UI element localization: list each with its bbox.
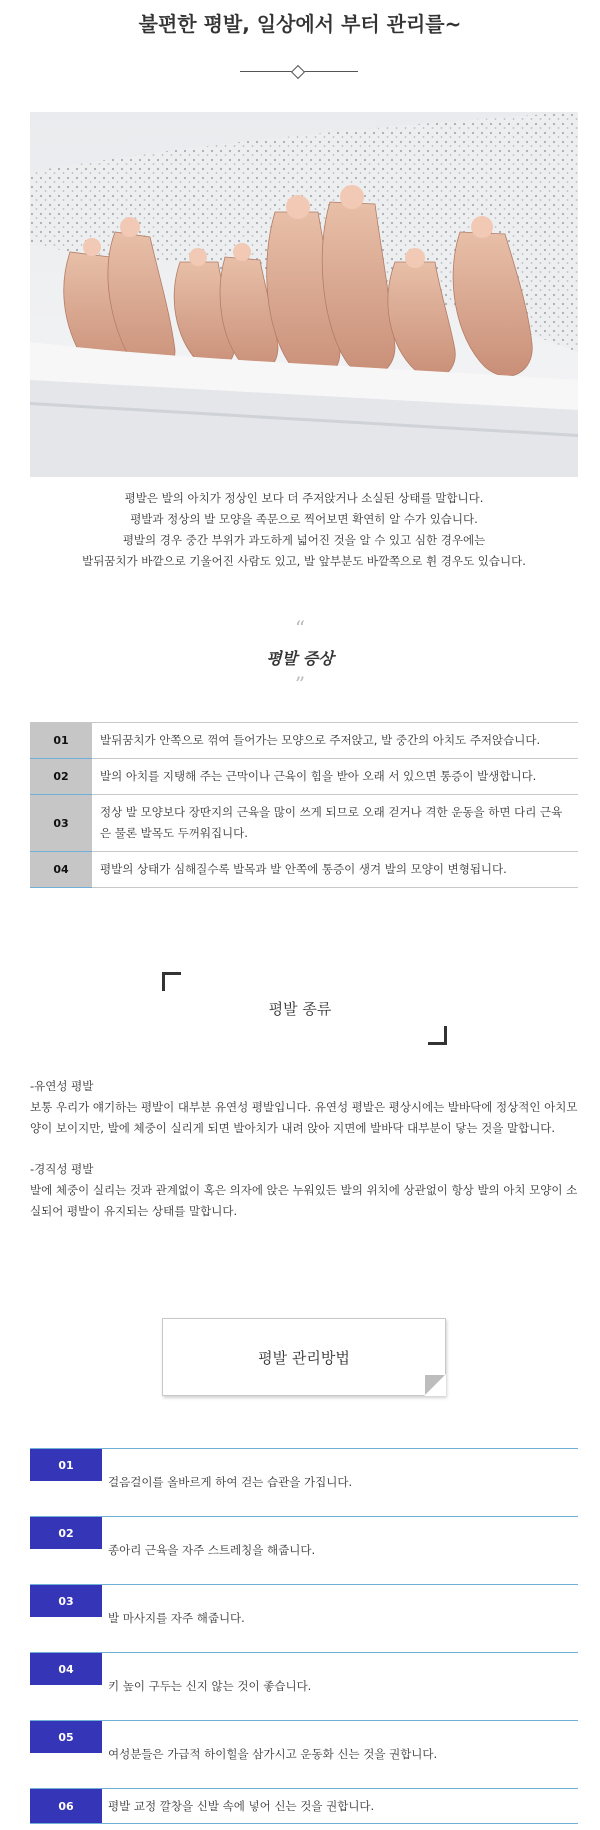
symptom-row <box>30 759 578 795</box>
management-item <box>30 1652 578 1700</box>
symptom-number: 03 <box>30 795 92 852</box>
management-item <box>30 1720 578 1768</box>
management-number: 01 <box>30 1449 102 1481</box>
management-item <box>30 1448 578 1496</box>
symptom-row <box>30 852 578 888</box>
diamond-ornament-icon <box>291 65 305 79</box>
management-text: 여성분들은 가급적 하이힐을 삼가시고 운동화 신는 것을 권합니다. <box>108 1747 438 1761</box>
intro-line: 발뒤꿈치가 바깥으로 기울어진 사람도 있고, 발 앞부분도 바깥쪽으로 휜 경우도 있습니다. <box>82 554 526 568</box>
intro-line: 평발은 발의 아치가 정상인 보다 더 주저앉거나 소실된 상태를 말합니다. <box>124 491 484 505</box>
symptoms-title: 평발 증상 <box>266 649 334 668</box>
symptom-row <box>30 795 578 852</box>
symptom-text: 발뒤꿈치가 안쪽으로 꺾여 들어가는 모양으로 주저앉고, 발 중간의 아치도 주저앉습니다. <box>100 733 541 747</box>
management-title-box <box>162 1318 446 1396</box>
management-number: 05 <box>30 1721 102 1753</box>
rigid-flatfoot-heading: -경직성 평발 <box>30 1162 94 1176</box>
management-text: 발 마사지를 자주 해줍니다. <box>108 1611 245 1625</box>
flexible-flatfoot-text: 보통 우리가 얘기하는 평발이 대부분 유연성 평발입니다. 유연성 평발은 평상시에는 발바닥에 정상적인 아치모양이 보이지만, 발에 체중이 실리게 되면 발아치가 내려 앉아 지면에 발바닥 대부분이 닿는 것을 말합니다. <box>30 1100 578 1135</box>
types-description <box>30 1076 578 1222</box>
symptom-number: 04 <box>30 852 92 888</box>
symptom-number: 01 <box>30 723 92 759</box>
types-title: 평발 종류 <box>268 1000 332 1018</box>
intro-line: 평발과 정상의 발 모양을 족문으로 찍어보면 확연히 알 수가 있습니다. <box>130 512 478 526</box>
management-text: 종아리 근육을 자주 스트레칭을 해줍니다. <box>108 1543 316 1557</box>
corner-bracket-bottom-right <box>428 1026 447 1045</box>
open-quote-icon: “ <box>294 616 306 640</box>
management-text: 키 높이 구두는 신지 않는 것이 좋습니다. <box>108 1679 312 1693</box>
symptom-number: 02 <box>30 759 92 795</box>
management-text: 평발 교정 깔창을 신발 속에 넣어 신는 것을 권합니다. <box>108 1799 375 1813</box>
feet-under-blanket-photo <box>30 112 578 477</box>
rigid-flatfoot-text: 발에 체중이 실리는 것과 관계없이 혹은 의자에 앉은 누워있든 발의 위치에 상관없이 항상 발의 아치 모양이 소실되어 평발이 유지되는 상태를 말합니다. <box>30 1183 578 1218</box>
management-item <box>30 1516 578 1564</box>
corner-bracket-top-left <box>162 972 181 991</box>
management-title: 평발 관리방법 <box>258 1348 350 1367</box>
symptom-text: 발의 아치를 지탱해 주는 근막이나 근육이 힘을 받아 오래 서 있으면 통증이 발생합니다. <box>100 769 537 783</box>
management-text: 걸음걸이를 올바르게 하여 걷는 습관을 가집니다. <box>108 1475 353 1489</box>
management-number: 02 <box>30 1517 102 1549</box>
symptoms-table <box>30 722 578 888</box>
symptom-text: 평발의 상태가 심해질수록 발목과 발 안쪽에 통증이 생겨 발의 모양이 변형됩니다. <box>100 862 507 876</box>
management-number: 03 <box>30 1585 102 1617</box>
close-quote-icon: ” <box>294 672 306 696</box>
symptom-text: 정상 발 모양보다 장딴지의 근육을 많이 쓰게 되므로 오래 걷거나 격한 운동을 하면 다리 근육은 물론 발목도 두꺼워집니다. <box>100 805 563 840</box>
management-number: 04 <box>30 1653 102 1685</box>
flatfoot-intro <box>30 488 578 572</box>
flexible-flatfoot-heading: -유연성 평발 <box>30 1079 94 1093</box>
management-item <box>30 1788 578 1824</box>
page-title: 불편한 평발, 일상에서 부터 관리를~ <box>138 12 462 36</box>
symptom-row <box>30 723 578 759</box>
title-divider <box>240 66 358 78</box>
management-number: 06 <box>30 1789 102 1823</box>
management-item <box>30 1584 578 1632</box>
intro-line: 평발의 경우 중간 부위가 과도하게 넓어진 것을 알 수 있고 심한 경우에는 <box>122 533 486 547</box>
